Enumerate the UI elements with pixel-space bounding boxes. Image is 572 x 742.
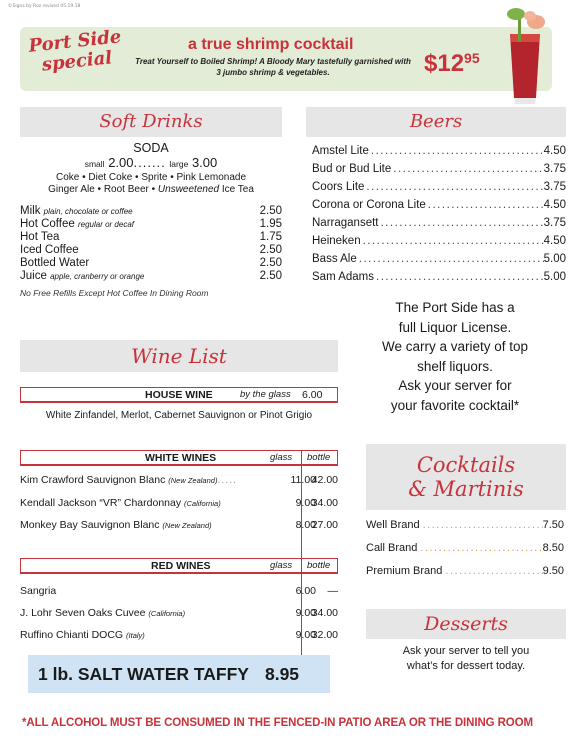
soft-drinks-heading: Soft Drinks — [20, 107, 282, 137]
banner-price — [424, 50, 480, 78]
banner-description: Treat Yourself to Boiled Shrimp! A Bloody Mary tastefully garnished with 3 jumbo shrimp & vegetables. — [135, 57, 411, 77]
small-label: small — [84, 159, 105, 169]
wine-list-heading: Wine List — [20, 340, 338, 372]
bottle-col: bottle — [307, 560, 331, 571]
liquor-notice — [346, 298, 564, 415]
cocktails-heading-line1: Cocktails — [416, 453, 516, 477]
soft-item: Juice apple, cranberry or orange 2.50 — [20, 270, 282, 282]
beer-item: Narragansett ..... 3.75 — [312, 217, 566, 229]
flavors-2a: Ginger Ale • Root Beer • — [48, 184, 158, 195]
beer-item: Bud or Bud Lite ..... 3.75 — [312, 163, 566, 175]
price-dollars: $12 — [424, 50, 465, 77]
wine-row: Kim Crawford Sauvignon Blanc (New Zealand)..... 11.00 42.00 — [20, 474, 338, 486]
liquor-line: shelf liquors. — [417, 358, 493, 374]
house-wine-label: HOUSE WINE — [145, 389, 213, 401]
wine-row: Ruffino Chianti DOCG (Italy) 9.00 32.00 — [20, 629, 338, 641]
taffy-label: 1 lb. SALT WATER TAFFY — [38, 664, 249, 684]
soft-item: Hot Tea 1.75 — [20, 231, 282, 243]
dessert-note — [366, 644, 566, 674]
flavors-2c: Ice Tea — [219, 184, 254, 195]
flavors-2b: Unsweetened — [157, 184, 220, 195]
soda-sizes: small 2.00....... large 3.00 — [84, 155, 218, 170]
glass-col: glass — [270, 452, 293, 463]
soda-title: SODA — [133, 141, 169, 155]
liquor-line: The Port Side has a — [395, 300, 515, 315]
soda-flavors-2 — [20, 184, 282, 195]
banner-script-title: Port Side special — [27, 26, 123, 76]
cocktail-item: Well Brand ..... 7.50 — [366, 519, 564, 531]
cocktails-heading-line2: & Martinis — [408, 477, 524, 501]
liquor-line: full Liquor License. — [398, 319, 512, 335]
wine-row: Sangria 6.00 — — [20, 585, 338, 597]
beer-item: Heineken ..... 4.50 — [312, 235, 566, 247]
white-wines-header — [20, 450, 338, 466]
house-glass-label: by the glass — [240, 389, 291, 400]
banner-title: a true shrimp cocktail — [188, 36, 354, 53]
red-wines-label: RED WINES — [151, 560, 211, 572]
house-wine-header — [20, 387, 338, 403]
price-cents: 95 — [464, 50, 480, 66]
beer-item: Amstel Lite ..... 4.50 — [312, 145, 566, 157]
cocktail-item: Premium Brand ..... 9.50 — [366, 565, 564, 577]
beer-item: Bass Ale ..... 5.00 — [312, 253, 566, 265]
beer-item: Corona or Corona Lite ..... 4.50 — [312, 199, 566, 211]
red-wines-header — [20, 558, 338, 574]
soft-item: Milk plain, chocolate or coffee 2.50 — [20, 205, 282, 217]
house-varieties: White Zinfandel, Merlot, Cabernet Sauvignon or Pinot Grigio — [45, 410, 313, 421]
soda-flavors-1: Coke • Diet Coke • Sprite • Pink Lemonade — [55, 172, 247, 183]
large-label: large — [169, 159, 189, 169]
bloody-mary-icon — [496, 6, 552, 106]
liquor-line: We carry a variety of top — [381, 339, 529, 354]
white-wines-label: WHITE WINES — [145, 452, 217, 464]
large-price: 3.00 — [191, 155, 218, 170]
credit-line: ©Signs by Roz revised 05.19.18 — [8, 4, 81, 9]
soft-item: Iced Coffee 2.50 — [20, 244, 282, 256]
bottle-col: bottle — [307, 452, 331, 463]
refill-note: No Free Refills Except Hot Coffee In Dining Room — [20, 288, 209, 298]
soft-item: Hot Coffee regular or decaf 1.95 — [20, 218, 282, 230]
wine-row: Monkey Bay Sauvignon Blanc (New Zealand) 8.00 27.00 — [20, 519, 338, 531]
soft-item: Bottled Water 2.50 — [20, 257, 282, 269]
cocktails-heading — [366, 444, 566, 510]
beer-item: Sam Adams ..... 5.00 — [312, 271, 566, 283]
wine-row: J. Lohr Seven Oaks Cuvee (California) 9.00 34.00 — [20, 607, 338, 619]
house-price: 6.00 — [302, 389, 323, 401]
glass-col: glass — [270, 560, 293, 571]
cocktail-item: Call Brand ..... 8.50 — [366, 542, 564, 554]
alcohol-notice: *ALL ALCOHOL MUST BE CONSUMED IN THE FENCED-IN PATIO AREA OR THE DINING ROOM — [22, 717, 533, 729]
wine-row: Kendall Jackson “VR” Chardonnay (California) 9.00 34.00 — [20, 497, 338, 509]
dessert-line: what’s for dessert today. — [406, 660, 526, 672]
small-price: 2.00 — [108, 155, 134, 170]
taffy-price: 8.95 — [264, 664, 300, 684]
beer-item: Coors Lite ..... 3.75 — [312, 181, 566, 193]
liquor-line: Ask your server for — [398, 378, 512, 393]
liquor-line: your favorite cocktail* — [390, 397, 520, 413]
desserts-heading: Desserts — [366, 609, 566, 639]
dessert-line: Ask your server to tell you — [402, 645, 530, 657]
beers-heading: Beers — [306, 107, 566, 137]
salt-water-taffy — [28, 655, 330, 693]
